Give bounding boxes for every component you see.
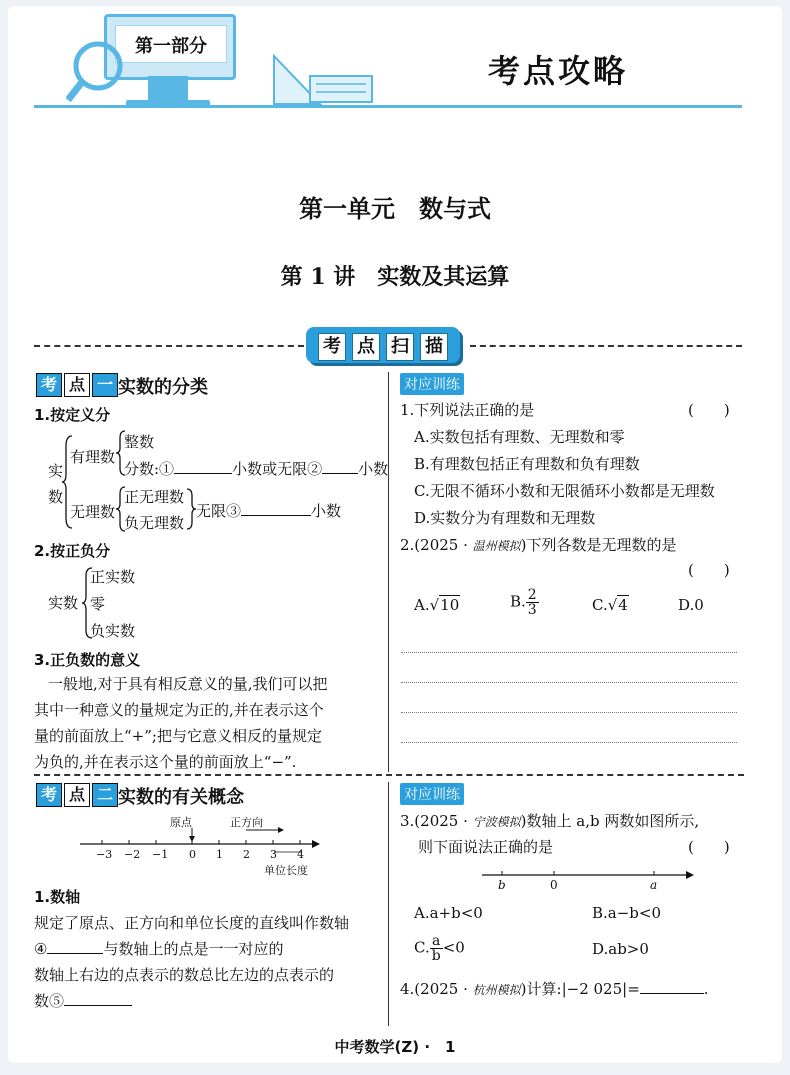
label-shu: 数 bbox=[48, 488, 64, 506]
section-1-heading: 1.按定义分 bbox=[34, 406, 111, 424]
label-youlishu: 有理数 bbox=[70, 448, 116, 466]
brace-right-wuli bbox=[186, 486, 196, 532]
unit-title: 第一单元 数与式 bbox=[299, 194, 491, 223]
paragraph-line: 数⑤ bbox=[34, 990, 132, 1011]
question-4: 4.(2025 · 杭州模拟)计算:|−2 025|= . bbox=[400, 980, 709, 998]
answer-paren: ( ) bbox=[688, 561, 730, 579]
paragraph-line: 量的前面放上“+”;把与它意义相反的量规定 bbox=[34, 727, 322, 745]
tick-label: 1 bbox=[216, 848, 223, 861]
label-zhengshu: 整数 bbox=[124, 433, 155, 451]
kaodian-2-title: 实数的有关概念 bbox=[118, 787, 244, 808]
label-zhengfangxiang: 正方向 bbox=[230, 816, 263, 829]
section-3-heading: 3.正负数的意义 bbox=[34, 651, 141, 669]
paragraph-line: 规定了原点、正方向和单位长度的直线叫作数轴 bbox=[34, 914, 350, 932]
tick-label: −2 bbox=[124, 848, 141, 861]
answer-line bbox=[401, 652, 737, 653]
label-zhengwuli: 正无理数 bbox=[124, 488, 185, 506]
q2-option-a: A.√10 bbox=[414, 596, 460, 614]
option-a: A.实数包括有理数、无理数和零 bbox=[414, 428, 625, 446]
tick-label: 3 bbox=[270, 848, 277, 861]
section-4-heading: 1.数轴 bbox=[34, 888, 81, 906]
axis-label-b: b bbox=[498, 878, 506, 892]
part-label: 第一部分 bbox=[135, 36, 207, 57]
axis-label-zero: 0 bbox=[550, 878, 558, 892]
section-2-heading: 2.按正负分 bbox=[34, 542, 111, 560]
answer-line bbox=[401, 742, 737, 743]
kaodian-1-title: 实数的分类 bbox=[118, 377, 208, 398]
divider-right bbox=[470, 345, 742, 347]
tick-label: −3 bbox=[96, 848, 113, 861]
column-divider-2 bbox=[388, 782, 389, 1026]
paragraph-line: 数轴上右边的点表示的数总比左边的点表示的 bbox=[34, 966, 335, 984]
answer-paren: ( ) bbox=[688, 401, 730, 419]
label-danweichangdu: 单位长度 bbox=[264, 864, 308, 877]
label-shishu-2: 实数 bbox=[48, 594, 79, 612]
magnifier-icon bbox=[66, 34, 136, 114]
q2-option-d: D.0 bbox=[678, 596, 704, 614]
divider-left bbox=[34, 345, 304, 347]
lesson-title: 第 1 讲 实数及其运算 bbox=[280, 264, 510, 290]
column-divider bbox=[388, 372, 389, 772]
label-fuwuli: 负无理数 bbox=[124, 514, 185, 532]
section-title: 考点攻略 bbox=[488, 52, 629, 90]
label-zhengshishu: 正实数 bbox=[90, 568, 136, 586]
page-footer: 中考数学(Z) · 1 bbox=[334, 1038, 456, 1056]
wuxian-line: 无限③ 小数 bbox=[196, 502, 342, 520]
q2-option-c: C.√4 bbox=[592, 596, 628, 614]
training-tag-1: 对应训练 bbox=[400, 373, 464, 395]
question-3: 3.(2025 · 宁波模拟)数轴上 a,b 两数如图所示, bbox=[400, 812, 700, 830]
label-wulishu: 无理数 bbox=[70, 503, 116, 521]
option-c: C.无限不循环小数和无限循环小数都是无理数 bbox=[414, 482, 715, 500]
option-d: D.实数分为有理数和无理数 bbox=[414, 509, 596, 527]
kaodian-saomiao-banner: 考 点 扫 描 bbox=[306, 327, 460, 363]
label-ling: 零 bbox=[90, 595, 106, 613]
answer-line bbox=[401, 682, 737, 683]
divider-middle bbox=[34, 774, 744, 776]
option-b: B.有理数包括正有理数和负有理数 bbox=[414, 455, 640, 473]
training-tag-2: 对应训练 bbox=[400, 783, 464, 805]
tick-label: −1 bbox=[152, 848, 169, 861]
number-line-ticks bbox=[80, 848, 320, 862]
question-1: 1.下列说法正确的是 bbox=[400, 401, 535, 419]
kaodian-1-badge: 考 点 一 bbox=[36, 373, 118, 395]
tick-label: 4 bbox=[297, 848, 304, 861]
q3-option-d: D.ab>0 bbox=[592, 940, 649, 958]
fenshu-line: 分数:① 小数或无限② 小数 bbox=[124, 460, 389, 478]
paragraph-line: ④ 与数轴上的点是一一对应的 bbox=[34, 940, 284, 958]
question-2: 2.(2025 · 温州模拟)下列各数是无理数的是 bbox=[400, 536, 677, 554]
q3-number-line bbox=[482, 866, 694, 886]
q3-option-a: A.a+b<0 bbox=[414, 904, 483, 922]
header-rule bbox=[34, 105, 742, 108]
paragraph-line: 其中一种意义的量规定为正的,并在表示这个 bbox=[34, 701, 324, 719]
paragraph-line: 为负的,并在表示这个量的前面放上“−”. bbox=[34, 753, 297, 771]
axis-label-a: a bbox=[650, 878, 658, 892]
question-3-line2: 则下面说法正确的是 bbox=[418, 838, 554, 856]
kaodian-2-badge: 考 点 二 bbox=[36, 783, 118, 805]
answer-paren: ( ) bbox=[688, 838, 730, 856]
answer-line bbox=[401, 712, 737, 713]
q3-option-c: C. $\frac{a}{b}$ <0 bbox=[414, 933, 465, 964]
label-shi: 实 bbox=[48, 462, 64, 480]
tick-label: 2 bbox=[243, 848, 250, 861]
q2-option-b: B. $\frac{2}{3}$ bbox=[510, 587, 537, 618]
q3-option-b: B.a−b<0 bbox=[592, 904, 662, 922]
tick-label: 0 bbox=[189, 848, 196, 861]
monitor-stand bbox=[148, 76, 188, 102]
label-yuandian: 原点 bbox=[170, 816, 192, 829]
page bbox=[8, 6, 782, 1063]
paragraph-line: 一般地,对于具有相反意义的量,我们可以把 bbox=[48, 675, 328, 693]
ruler-triangle-icon bbox=[270, 50, 380, 106]
label-fushishu: 负实数 bbox=[90, 622, 136, 640]
